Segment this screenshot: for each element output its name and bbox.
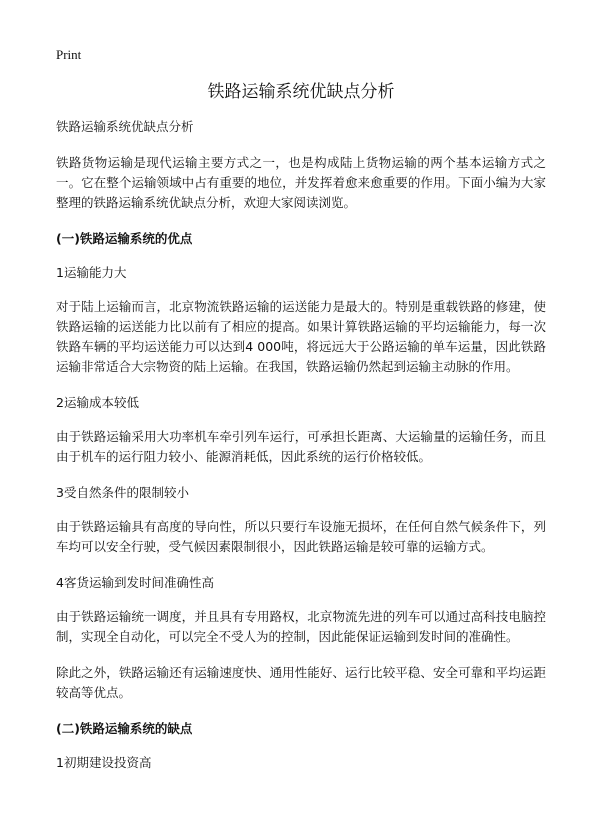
advantage-4-title: 4客货运输到发时间准确性高	[56, 575, 214, 590]
advantage-1-text: 对于陆上运输而言，北京物流铁路运输的运送能力是最大的。特别是重载铁路的修建，使铁路运输的运送能力比以前有了相应的提高。如果计算铁路运输的平均运输能力，每一次铁路车辆的平均运送能力可以达到4 000吨，将远远大于公路运输的单车运量，因此铁路运输非常适合大宗物资的陆上运输。在我国，铁路运输仍然起到运输主动脉的作用。	[56, 299, 546, 374]
advantage-4-text: 由于铁路运输统一调度，并且具有专用路权，北京物流先进的列车可以通过高科技电脑控制，实现全自动化，可以完全不受人为的控制，因此能保证运输到发时间的准确性。	[56, 609, 546, 644]
disadvantage-1-title: 1初期建设投资高	[56, 755, 152, 770]
disadvantages-heading: (二)铁路运输系统的缺点	[56, 721, 193, 736]
advantage-3-text: 由于铁路运输具有高度的导向性，所以只要行车设施无损坏，在任何自然气候条件下，列车均可以安全行驶，受气候因素限制很小，因此铁路运输是较可靠的运输方式。	[56, 519, 546, 554]
advantages-heading: (一)铁路运输系统的优点	[56, 231, 193, 246]
advantage-2-title: 2运输成本较低	[56, 395, 139, 410]
print-link[interactable]: Print	[56, 47, 82, 62]
advantages-summary: 除此之外，铁路运输还有运输速度快、通用性能好、运行比较平稳、安全可靠和平均运距较高等优点。	[56, 665, 546, 700]
advantage-3-title: 3受自然条件的限制较小	[56, 485, 189, 500]
advantage-2-text: 由于铁路运输采用大功率机车牵引列车运行，可承担长距离、大运输量的运输任务，而且由于机车的运行阻力较小、能源消耗低，因此系统的运行价格较低。	[56, 429, 546, 464]
document-title: 铁路运输系统优缺点分析	[207, 82, 395, 102]
intro-paragraph: 铁路货物运输是现代运输主要方式之一，也是构成陆上货物运输的两个基本运输方式之一。它在整个运输领域中占有重要的地位，并发挥着愈来愈重要的作用。下面小编为大家整理的铁路运输系统优缺点分析，欢迎大家阅读浏览。	[56, 155, 546, 210]
advantage-1-title: 1运输能力大	[56, 265, 127, 280]
document-subtitle: 铁路运输系统优缺点分析	[56, 119, 194, 134]
